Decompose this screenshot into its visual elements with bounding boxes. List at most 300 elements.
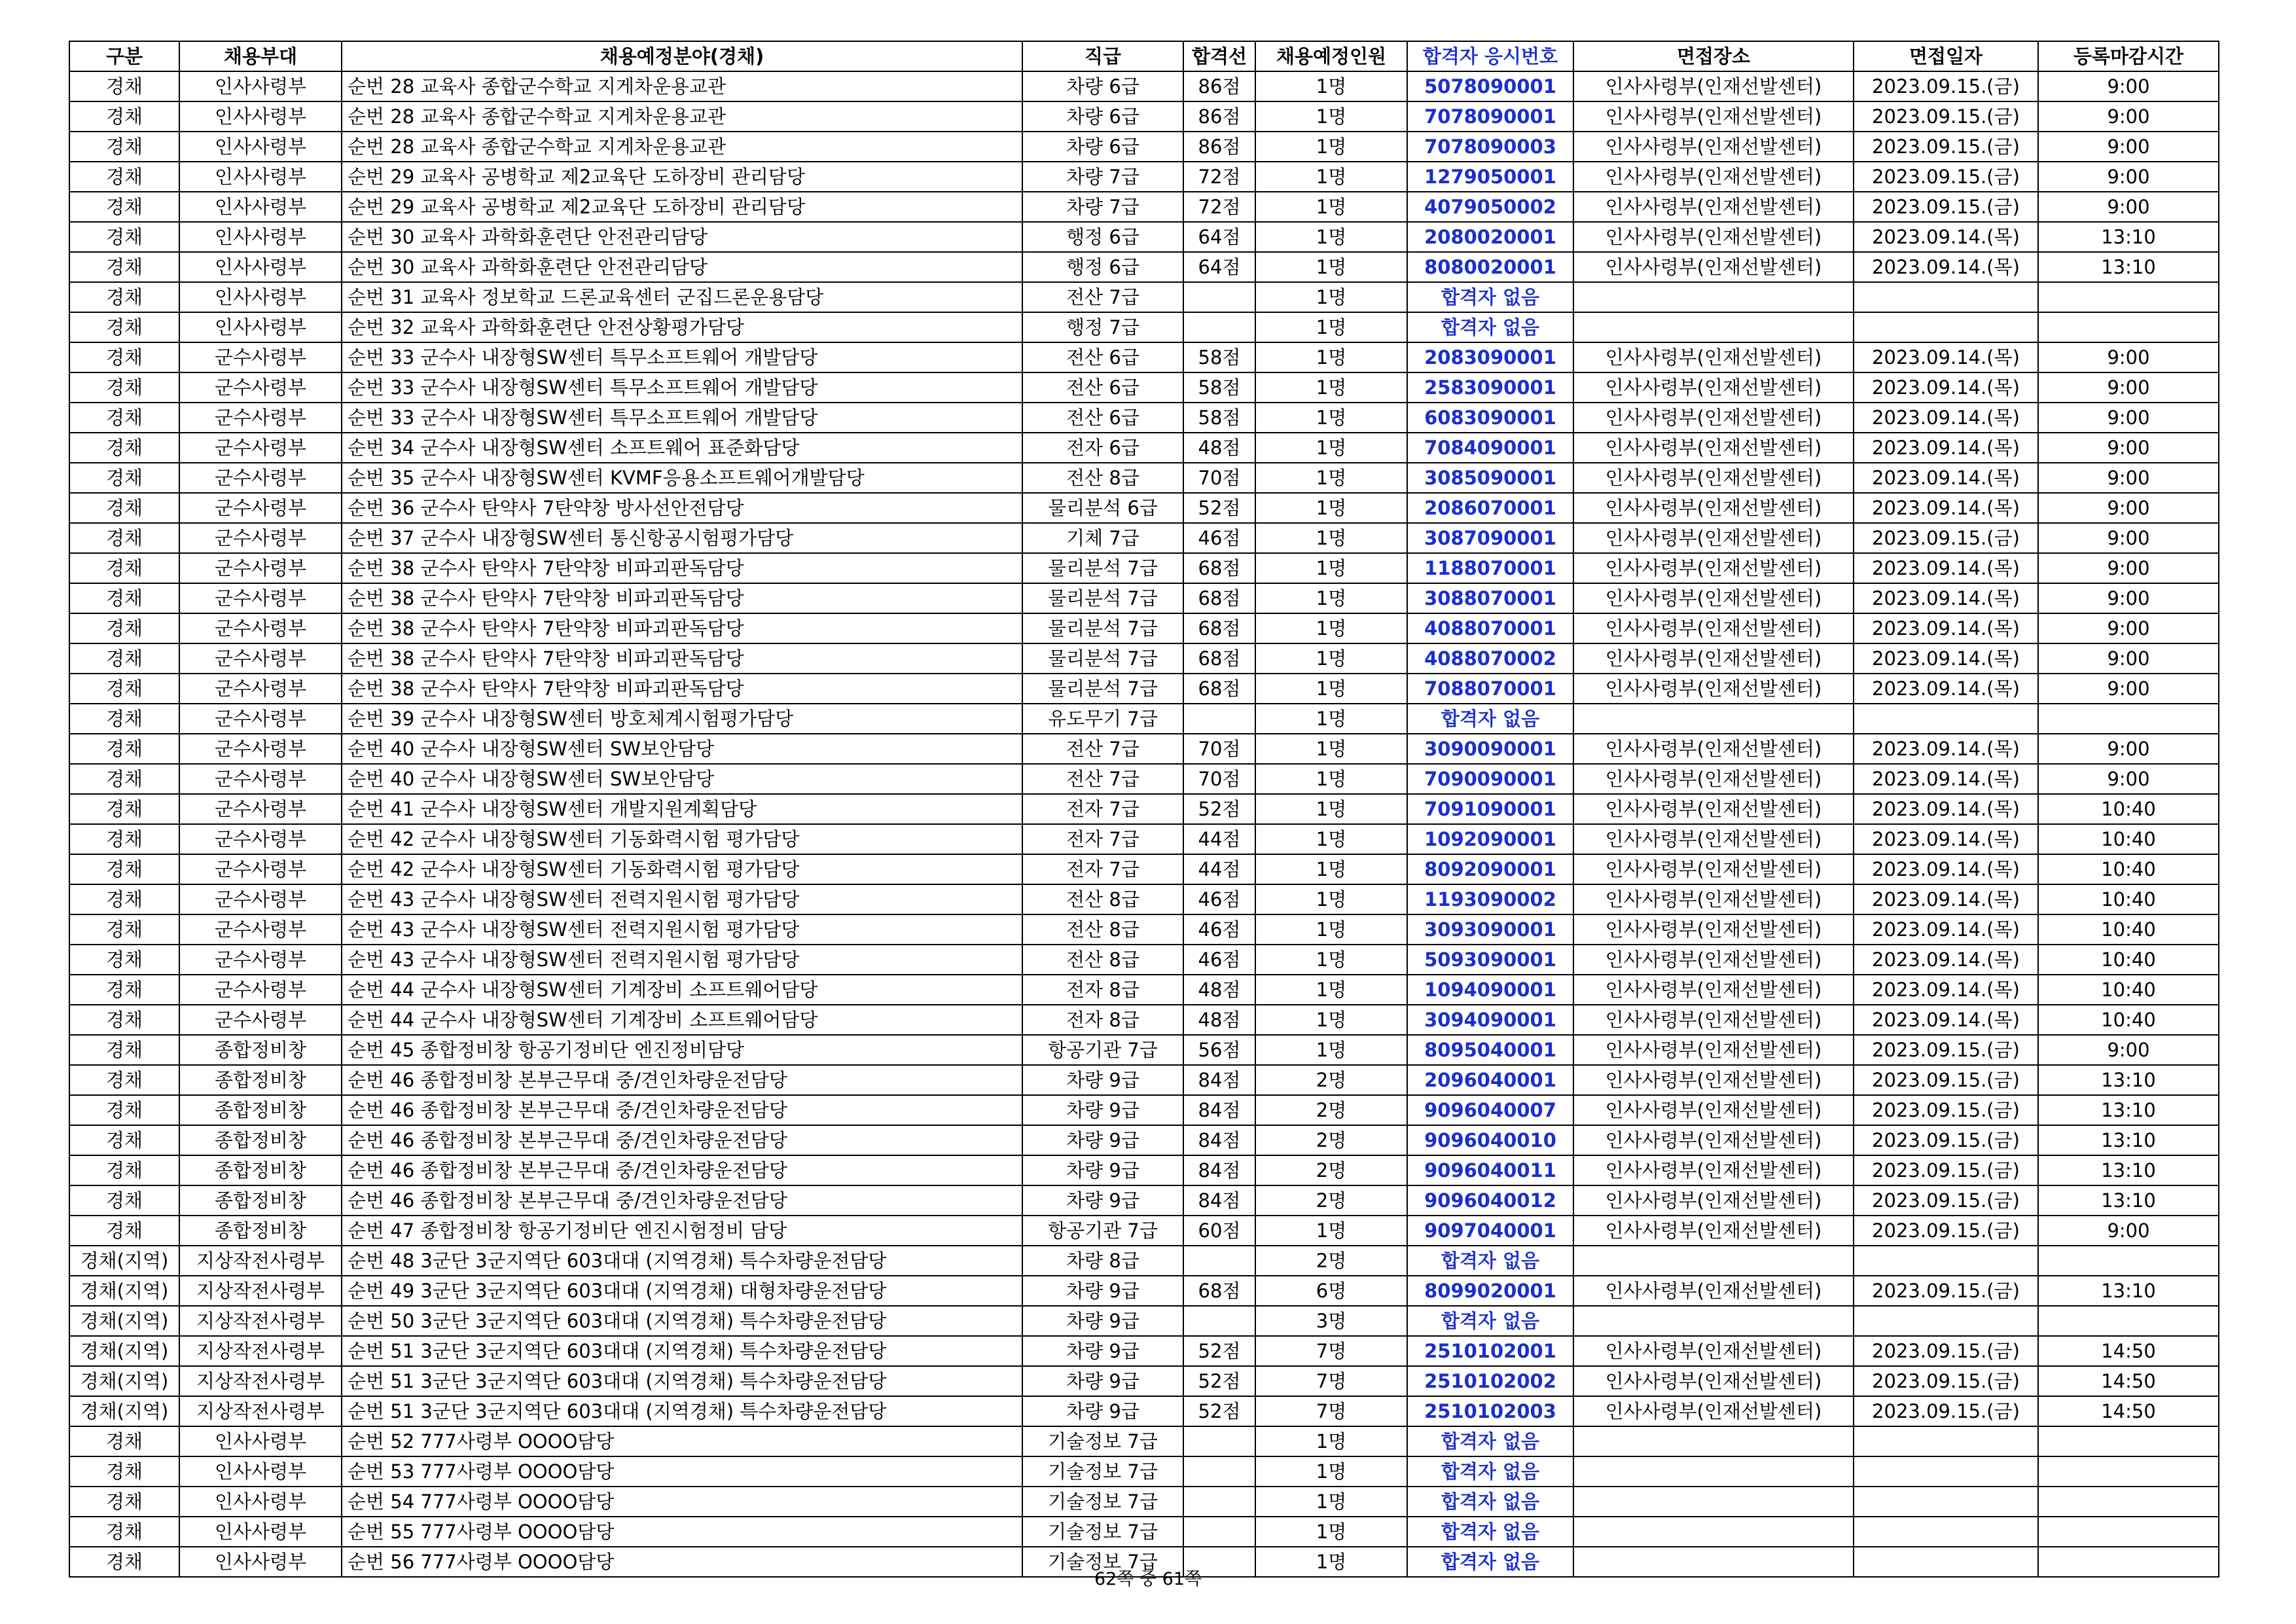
cell-interview-place: 인사사령부(인재선발센터) [1573, 71, 1854, 101]
cell-headcount: 1명 [1255, 854, 1407, 884]
cell-unit: 군수사령부 [179, 342, 342, 372]
header-unit: 채용부대 [179, 41, 342, 71]
table-row [69, 583, 2219, 613]
header-cutoff: 합격선 [1183, 41, 1255, 71]
cell-headcount: 1명 [1255, 643, 1407, 674]
cell-applicant-number: 합격자 없음 [1407, 1517, 1573, 1547]
cell-interview-date: 2023.09.14.(목) [1854, 854, 2038, 884]
cell-applicant-number: 합격자 없음 [1407, 1547, 1573, 1577]
cell-headcount: 1명 [1255, 1517, 1407, 1547]
cell-deadline: 9:00 [2038, 523, 2219, 553]
cell-unit: 인사사령부 [179, 312, 342, 342]
cell-deadline: 9:00 [2038, 433, 2219, 463]
cell-interview-place: 인사사령부(인재선발센터) [1573, 403, 1854, 433]
cell-field: 순번 51 3군단 3군지역단 603대대 (지역경채) 특수차량운전담당 [342, 1396, 1022, 1426]
cell-grade: 기술정보 7급 [1022, 1426, 1183, 1456]
cell-category: 경채 [69, 1125, 179, 1155]
table-row [69, 1487, 2219, 1517]
cell-cutoff: 70점 [1183, 734, 1255, 764]
cell-unit: 지상작전사령부 [179, 1366, 342, 1396]
cell-headcount: 1명 [1255, 764, 1407, 794]
cell-applicant-number: 합격자 없음 [1407, 1246, 1573, 1276]
cell-deadline: 10:40 [2038, 945, 2219, 975]
cell-interview-place [1573, 282, 1854, 312]
cell-grade: 전산 7급 [1022, 734, 1183, 764]
cell-headcount: 2명 [1255, 1185, 1407, 1216]
cell-field: 순번 31 교육사 정보학교 드론교육센터 군집드론운용담당 [342, 282, 1022, 312]
cell-headcount: 2명 [1255, 1095, 1407, 1125]
cell-grade: 전산 6급 [1022, 403, 1183, 433]
cell-applicant-number: 1094090001 [1407, 975, 1573, 1005]
cell-interview-place: 인사사령부(인재선발센터) [1573, 372, 1854, 403]
cell-field: 순번 43 군수사 내장형SW센터 전력지원시험 평가담당 [342, 945, 1022, 975]
cell-deadline: 13:10 [2038, 1276, 2219, 1306]
table-row [69, 854, 2219, 884]
cell-grade: 전산 7급 [1022, 282, 1183, 312]
cell-interview-date: 2023.09.14.(목) [1854, 914, 2038, 945]
cell-headcount: 2명 [1255, 1065, 1407, 1095]
cell-cutoff [1183, 282, 1255, 312]
cell-interview-date: 2023.09.15.(금) [1854, 71, 2038, 101]
cell-headcount: 1명 [1255, 553, 1407, 583]
cell-category: 경채(지역) [69, 1366, 179, 1396]
cell-deadline [2038, 1426, 2219, 1456]
cell-applicant-number: 8099020001 [1407, 1276, 1573, 1306]
cell-grade: 항공기관 7급 [1022, 1216, 1183, 1246]
table-row [69, 764, 2219, 794]
cell-headcount: 2명 [1255, 1155, 1407, 1185]
cell-category: 경채 [69, 674, 179, 704]
cell-category: 경채 [69, 975, 179, 1005]
cell-headcount: 1명 [1255, 493, 1407, 523]
table-row [69, 71, 2219, 101]
cell-interview-date: 2023.09.15.(금) [1854, 1336, 2038, 1366]
cell-applicant-number: 5078090001 [1407, 71, 1573, 101]
cell-category: 경채 [69, 884, 179, 914]
cell-category: 경채 [69, 312, 179, 342]
cell-deadline [2038, 1306, 2219, 1336]
cell-field: 순번 28 교육사 종합군수학교 지게차운용교관 [342, 132, 1022, 162]
table-row [69, 192, 2219, 222]
cell-cutoff: 52점 [1183, 794, 1255, 824]
table-row [69, 493, 2219, 523]
cell-interview-date: 2023.09.14.(목) [1854, 613, 2038, 643]
cell-interview-place: 인사사령부(인재선발센터) [1573, 132, 1854, 162]
cell-applicant-number: 9096040012 [1407, 1185, 1573, 1216]
cell-unit: 종합정비창 [179, 1185, 342, 1216]
cell-grade: 전자 7급 [1022, 794, 1183, 824]
cell-deadline: 9:00 [2038, 101, 2219, 132]
cell-interview-date: 2023.09.14.(목) [1854, 884, 2038, 914]
cell-headcount: 1명 [1255, 132, 1407, 162]
cell-deadline: 9:00 [2038, 463, 2219, 493]
cell-applicant-number: 합격자 없음 [1407, 282, 1573, 312]
cell-interview-date: 2023.09.14.(목) [1854, 794, 2038, 824]
cell-cutoff [1183, 1426, 1255, 1456]
cell-deadline: 9:00 [2038, 613, 2219, 643]
table-row [69, 1095, 2219, 1125]
cell-category: 경채 [69, 1456, 179, 1487]
cell-field: 순번 42 군수사 내장형SW센터 기동화력시험 평가담당 [342, 824, 1022, 854]
cell-interview-date [1854, 1246, 2038, 1276]
cell-interview-place: 인사사령부(인재선발센터) [1573, 192, 1854, 222]
cell-applicant-number: 7078090003 [1407, 132, 1573, 162]
cell-unit: 지상작전사령부 [179, 1276, 342, 1306]
cell-category: 경채 [69, 914, 179, 945]
cell-deadline [2038, 1246, 2219, 1276]
cell-grade: 행정 6급 [1022, 222, 1183, 252]
cell-headcount: 1명 [1255, 583, 1407, 613]
table-row [69, 1065, 2219, 1095]
cell-field: 순번 40 군수사 내장형SW센터 SW보안담당 [342, 764, 1022, 794]
cell-deadline: 13:10 [2038, 1095, 2219, 1125]
cell-applicant-number: 2583090001 [1407, 372, 1573, 403]
cell-deadline: 9:00 [2038, 1216, 2219, 1246]
cell-headcount: 1명 [1255, 1487, 1407, 1517]
cell-cutoff: 58점 [1183, 403, 1255, 433]
table-row [69, 101, 2219, 132]
cell-deadline: 10:40 [2038, 824, 2219, 854]
cell-field: 순번 38 군수사 탄약사 7탄약창 비파괴판독담당 [342, 613, 1022, 643]
cell-grade: 물리분석 7급 [1022, 674, 1183, 704]
cell-grade: 전자 8급 [1022, 975, 1183, 1005]
cell-applicant-number: 4079050002 [1407, 192, 1573, 222]
table-row [69, 433, 2219, 463]
header-field: 채용예정분야(경채) [342, 41, 1022, 71]
cell-applicant-number: 2510102002 [1407, 1366, 1573, 1396]
cell-cutoff: 56점 [1183, 1035, 1255, 1065]
cell-cutoff: 68점 [1183, 583, 1255, 613]
cell-field: 순번 44 군수사 내장형SW센터 기계장비 소프트웨어담당 [342, 1005, 1022, 1035]
cell-interview-place: 인사사령부(인재선발센터) [1573, 1276, 1854, 1306]
cell-deadline [2038, 282, 2219, 312]
cell-field: 순번 56 777사령부 OOOO담당 [342, 1547, 1022, 1577]
header-headcount: 채용예정인원 [1255, 41, 1407, 71]
cell-headcount: 7명 [1255, 1336, 1407, 1366]
cell-grade: 전자 7급 [1022, 824, 1183, 854]
cell-interview-date [1854, 282, 2038, 312]
cell-field: 순번 50 3군단 3군지역단 603대대 (지역경채) 특수차량운전담당 [342, 1306, 1022, 1336]
cell-category: 경채 [69, 493, 179, 523]
cell-unit: 인사사령부 [179, 71, 342, 101]
cell-category: 경채(지역) [69, 1336, 179, 1366]
cell-applicant-number: 9096040011 [1407, 1155, 1573, 1185]
cell-grade: 전산 7급 [1022, 764, 1183, 794]
cell-grade: 물리분석 7급 [1022, 553, 1183, 583]
header-grade: 직급 [1022, 41, 1183, 71]
table-row [69, 312, 2219, 342]
cell-applicant-number: 3087090001 [1407, 523, 1573, 553]
table-row [69, 1366, 2219, 1396]
cell-interview-date: 2023.09.15.(금) [1854, 1155, 2038, 1185]
table-row [69, 1125, 2219, 1155]
cell-interview-place: 인사사령부(인재선발센터) [1573, 1005, 1854, 1035]
cell-interview-place [1573, 1456, 1854, 1487]
table-row [69, 463, 2219, 493]
cell-unit: 인사사령부 [179, 282, 342, 312]
cell-deadline: 10:40 [2038, 854, 2219, 884]
cell-unit: 인사사령부 [179, 132, 342, 162]
cell-field: 순번 28 교육사 종합군수학교 지게차운용교관 [342, 71, 1022, 101]
cell-interview-place: 인사사령부(인재선발센터) [1573, 1095, 1854, 1125]
cell-headcount: 1명 [1255, 824, 1407, 854]
cell-grade: 차량 9급 [1022, 1125, 1183, 1155]
cell-interview-place: 인사사령부(인재선발센터) [1573, 674, 1854, 704]
cell-grade: 기술정보 7급 [1022, 1517, 1183, 1547]
cell-applicant-number: 8092090001 [1407, 854, 1573, 884]
cell-field: 순번 46 종합정비창 본부근무대 중/견인차량운전담당 [342, 1155, 1022, 1185]
cell-applicant-number: 2510102001 [1407, 1336, 1573, 1366]
cell-category: 경채 [69, 1517, 179, 1547]
cell-category: 경채 [69, 71, 179, 101]
cell-category: 경채 [69, 1065, 179, 1095]
cell-interview-date [1854, 1517, 2038, 1547]
cell-grade: 기술정보 7급 [1022, 1547, 1183, 1577]
cell-grade: 기술정보 7급 [1022, 1487, 1183, 1517]
table-row [69, 1276, 2219, 1306]
cell-field: 순번 47 종합정비창 항공기정비단 엔진시험정비 담당 [342, 1216, 1022, 1246]
cell-applicant-number: 7084090001 [1407, 433, 1573, 463]
cell-interview-place: 인사사령부(인재선발센터) [1573, 493, 1854, 523]
cell-applicant-number: 3093090001 [1407, 914, 1573, 945]
cell-cutoff: 68점 [1183, 1276, 1255, 1306]
cell-grade: 차량 9급 [1022, 1065, 1183, 1095]
cell-grade: 항공기관 7급 [1022, 1035, 1183, 1065]
cell-interview-place: 인사사령부(인재선발센터) [1573, 824, 1854, 854]
cell-applicant-number: 합격자 없음 [1407, 1306, 1573, 1336]
table-row [69, 523, 2219, 553]
cell-interview-date: 2023.09.14.(목) [1854, 734, 2038, 764]
cell-grade: 차량 8급 [1022, 1246, 1183, 1276]
cell-interview-place [1573, 1306, 1854, 1336]
cell-category: 경채 [69, 192, 179, 222]
cell-category: 경채 [69, 433, 179, 463]
cell-interview-place: 인사사령부(인재선발센터) [1573, 433, 1854, 463]
cell-field: 순번 45 종합정비창 항공기정비단 엔진정비담당 [342, 1035, 1022, 1065]
cell-unit: 종합정비창 [179, 1035, 342, 1065]
cell-unit: 군수사령부 [179, 583, 342, 613]
cell-field: 순번 48 3군단 3군지역단 603대대 (지역경채) 특수차량운전담당 [342, 1246, 1022, 1276]
cell-interview-place [1573, 1246, 1854, 1276]
cell-applicant-number: 7088070001 [1407, 674, 1573, 704]
cell-interview-date: 2023.09.14.(목) [1854, 583, 2038, 613]
cell-applicant-number: 8080020001 [1407, 252, 1573, 282]
cell-headcount: 1명 [1255, 222, 1407, 252]
cell-deadline: 9:00 [2038, 403, 2219, 433]
cell-interview-place: 인사사령부(인재선발센터) [1573, 583, 1854, 613]
cell-interview-date: 2023.09.15.(금) [1854, 132, 2038, 162]
cell-interview-place: 인사사령부(인재선발센터) [1573, 1396, 1854, 1426]
table-row [69, 403, 2219, 433]
cell-field: 순번 43 군수사 내장형SW센터 전력지원시험 평가담당 [342, 884, 1022, 914]
cell-interview-place [1573, 312, 1854, 342]
table-row [69, 282, 2219, 312]
cell-headcount: 1명 [1255, 1005, 1407, 1035]
cell-grade: 차량 6급 [1022, 132, 1183, 162]
cell-interview-date: 2023.09.14.(목) [1854, 372, 2038, 403]
cell-headcount: 1명 [1255, 794, 1407, 824]
cell-interview-date: 2023.09.15.(금) [1854, 1216, 2038, 1246]
cell-grade: 차량 9급 [1022, 1276, 1183, 1306]
cell-interview-place: 인사사령부(인재선발센터) [1573, 553, 1854, 583]
cell-category: 경채 [69, 403, 179, 433]
cell-grade: 행정 6급 [1022, 252, 1183, 282]
cell-field: 순번 43 군수사 내장형SW센터 전력지원시험 평가담당 [342, 914, 1022, 945]
cell-applicant-number: 합격자 없음 [1407, 1456, 1573, 1487]
cell-interview-place: 인사사령부(인재선발센터) [1573, 643, 1854, 674]
cell-deadline: 13:10 [2038, 222, 2219, 252]
cell-deadline: 13:10 [2038, 1065, 2219, 1095]
cell-grade: 전자 8급 [1022, 1005, 1183, 1035]
cell-field: 순번 53 777사령부 OOOO담당 [342, 1456, 1022, 1487]
cell-applicant-number: 4088070001 [1407, 613, 1573, 643]
cell-cutoff: 52점 [1183, 1396, 1255, 1426]
cell-cutoff: 84점 [1183, 1095, 1255, 1125]
table-row [69, 1336, 2219, 1366]
cell-interview-date: 2023.09.15.(금) [1854, 1035, 2038, 1065]
cell-category: 경채 [69, 854, 179, 884]
cell-grade: 전산 8급 [1022, 884, 1183, 914]
cell-grade: 전산 8급 [1022, 463, 1183, 493]
table-row [69, 734, 2219, 764]
cell-unit: 인사사령부 [179, 1456, 342, 1487]
cell-category: 경채 [69, 101, 179, 132]
results-table [69, 41, 2219, 1578]
cell-applicant-number: 3094090001 [1407, 1005, 1573, 1035]
cell-interview-date: 2023.09.14.(목) [1854, 975, 2038, 1005]
cell-interview-place: 인사사령부(인재선발센터) [1573, 914, 1854, 945]
cell-applicant-number: 5093090001 [1407, 945, 1573, 975]
results-sheet [69, 41, 2218, 1578]
cell-interview-date: 2023.09.14.(목) [1854, 824, 2038, 854]
cell-field: 순번 36 군수사 탄약사 7탄약창 방사선안전담당 [342, 493, 1022, 523]
cell-field: 순번 38 군수사 탄약사 7탄약창 비파괴판독담당 [342, 583, 1022, 613]
cell-interview-date: 2023.09.15.(금) [1854, 1125, 2038, 1155]
cell-applicant-number: 3088070001 [1407, 583, 1573, 613]
cell-applicant-number: 합격자 없음 [1407, 1487, 1573, 1517]
table-row [69, 884, 2219, 914]
cell-deadline: 14:50 [2038, 1336, 2219, 1366]
cell-headcount: 1명 [1255, 1456, 1407, 1487]
cell-category: 경채 [69, 1155, 179, 1185]
cell-unit: 지상작전사령부 [179, 1306, 342, 1336]
cell-category: 경채 [69, 794, 179, 824]
cell-interview-date: 2023.09.15.(금) [1854, 1366, 2038, 1396]
cell-interview-date: 2023.09.14.(목) [1854, 222, 2038, 252]
cell-field: 순번 54 777사령부 OOOO담당 [342, 1487, 1022, 1517]
cell-cutoff: 48점 [1183, 975, 1255, 1005]
header-deadline: 등록마감시간 [2038, 41, 2219, 71]
cell-interview-place: 인사사령부(인재선발센터) [1573, 1185, 1854, 1216]
cell-deadline: 13:10 [2038, 1185, 2219, 1216]
cell-field: 순번 44 군수사 내장형SW센터 기계장비 소프트웨어담당 [342, 975, 1022, 1005]
cell-applicant-number: 8095040001 [1407, 1035, 1573, 1065]
cell-unit: 군수사령부 [179, 403, 342, 433]
cell-deadline: 10:40 [2038, 914, 2219, 945]
table-row [69, 222, 2219, 252]
cell-interview-date: 2023.09.14.(목) [1854, 643, 2038, 674]
cell-category: 경채 [69, 734, 179, 764]
cell-headcount: 1명 [1255, 71, 1407, 101]
cell-interview-place [1573, 1517, 1854, 1547]
cell-headcount: 1명 [1255, 342, 1407, 372]
table-row [69, 975, 2219, 1005]
cell-grade: 차량 9급 [1022, 1306, 1183, 1336]
cell-field: 순번 30 교육사 과학화훈련단 안전관리담당 [342, 252, 1022, 282]
cell-category: 경채(지역) [69, 1306, 179, 1336]
cell-cutoff [1183, 704, 1255, 734]
cell-unit: 군수사령부 [179, 1005, 342, 1035]
cell-applicant-number: 3085090001 [1407, 463, 1573, 493]
header-interview-date: 면접일자 [1854, 41, 2038, 71]
cell-category: 경채 [69, 613, 179, 643]
cell-cutoff: 70점 [1183, 764, 1255, 794]
cell-cutoff: 86점 [1183, 71, 1255, 101]
cell-field: 순번 38 군수사 탄약사 7탄약창 비파괴판독담당 [342, 674, 1022, 704]
cell-cutoff: 46점 [1183, 945, 1255, 975]
cell-field: 순번 51 3군단 3군지역단 603대대 (지역경채) 특수차량운전담당 [342, 1336, 1022, 1366]
cell-unit: 군수사령부 [179, 613, 342, 643]
header-category: 구분 [69, 41, 179, 71]
cell-interview-date [1854, 1456, 2038, 1487]
cell-unit: 군수사령부 [179, 824, 342, 854]
cell-unit: 군수사령부 [179, 493, 342, 523]
cell-interview-date [1854, 1426, 2038, 1456]
cell-applicant-number: 3090090001 [1407, 734, 1573, 764]
cell-interview-date: 2023.09.14.(목) [1854, 342, 2038, 372]
cell-category: 경채(지역) [69, 1246, 179, 1276]
cell-unit: 인사사령부 [179, 1547, 342, 1577]
cell-cutoff: 72점 [1183, 192, 1255, 222]
cell-interview-date: 2023.09.15.(금) [1854, 192, 2038, 222]
cell-cutoff: 86점 [1183, 101, 1255, 132]
cell-grade: 기술정보 7급 [1022, 1456, 1183, 1487]
cell-field: 순번 28 교육사 종합군수학교 지게차운용교관 [342, 101, 1022, 132]
cell-category: 경채 [69, 1005, 179, 1035]
cell-unit: 군수사령부 [179, 372, 342, 403]
cell-applicant-number: 합격자 없음 [1407, 1426, 1573, 1456]
cell-cutoff: 48점 [1183, 433, 1255, 463]
cell-unit: 인사사령부 [179, 162, 342, 192]
cell-applicant-number: 2096040001 [1407, 1065, 1573, 1095]
cell-grade: 물리분석 6급 [1022, 493, 1183, 523]
table-row [69, 1396, 2219, 1426]
cell-cutoff: 68점 [1183, 674, 1255, 704]
cell-interview-place: 인사사령부(인재선발센터) [1573, 1065, 1854, 1095]
cell-category: 경채 [69, 704, 179, 734]
cell-applicant-number: 7090090001 [1407, 764, 1573, 794]
cell-applicant-number: 7091090001 [1407, 794, 1573, 824]
cell-interview-date: 2023.09.15.(금) [1854, 101, 2038, 132]
cell-category: 경채 [69, 1216, 179, 1246]
cell-headcount: 1명 [1255, 101, 1407, 132]
table-row [69, 162, 2219, 192]
cell-headcount: 1명 [1255, 252, 1407, 282]
cell-category: 경채 [69, 643, 179, 674]
cell-interview-place: 인사사령부(인재선발센터) [1573, 1336, 1854, 1366]
table-row [69, 1035, 2219, 1065]
cell-headcount: 7명 [1255, 1396, 1407, 1426]
cell-headcount: 2명 [1255, 1125, 1407, 1155]
cell-interview-date: 2023.09.14.(목) [1854, 403, 2038, 433]
cell-headcount: 1명 [1255, 282, 1407, 312]
page-number: 62쪽 중 61쪽 [1094, 1569, 1202, 1589]
table-row [69, 553, 2219, 583]
cell-grade: 차량 9급 [1022, 1396, 1183, 1426]
cell-interview-date: 2023.09.14.(목) [1854, 553, 2038, 583]
table-row [69, 1216, 2219, 1246]
cell-applicant-number: 2080020001 [1407, 222, 1573, 252]
